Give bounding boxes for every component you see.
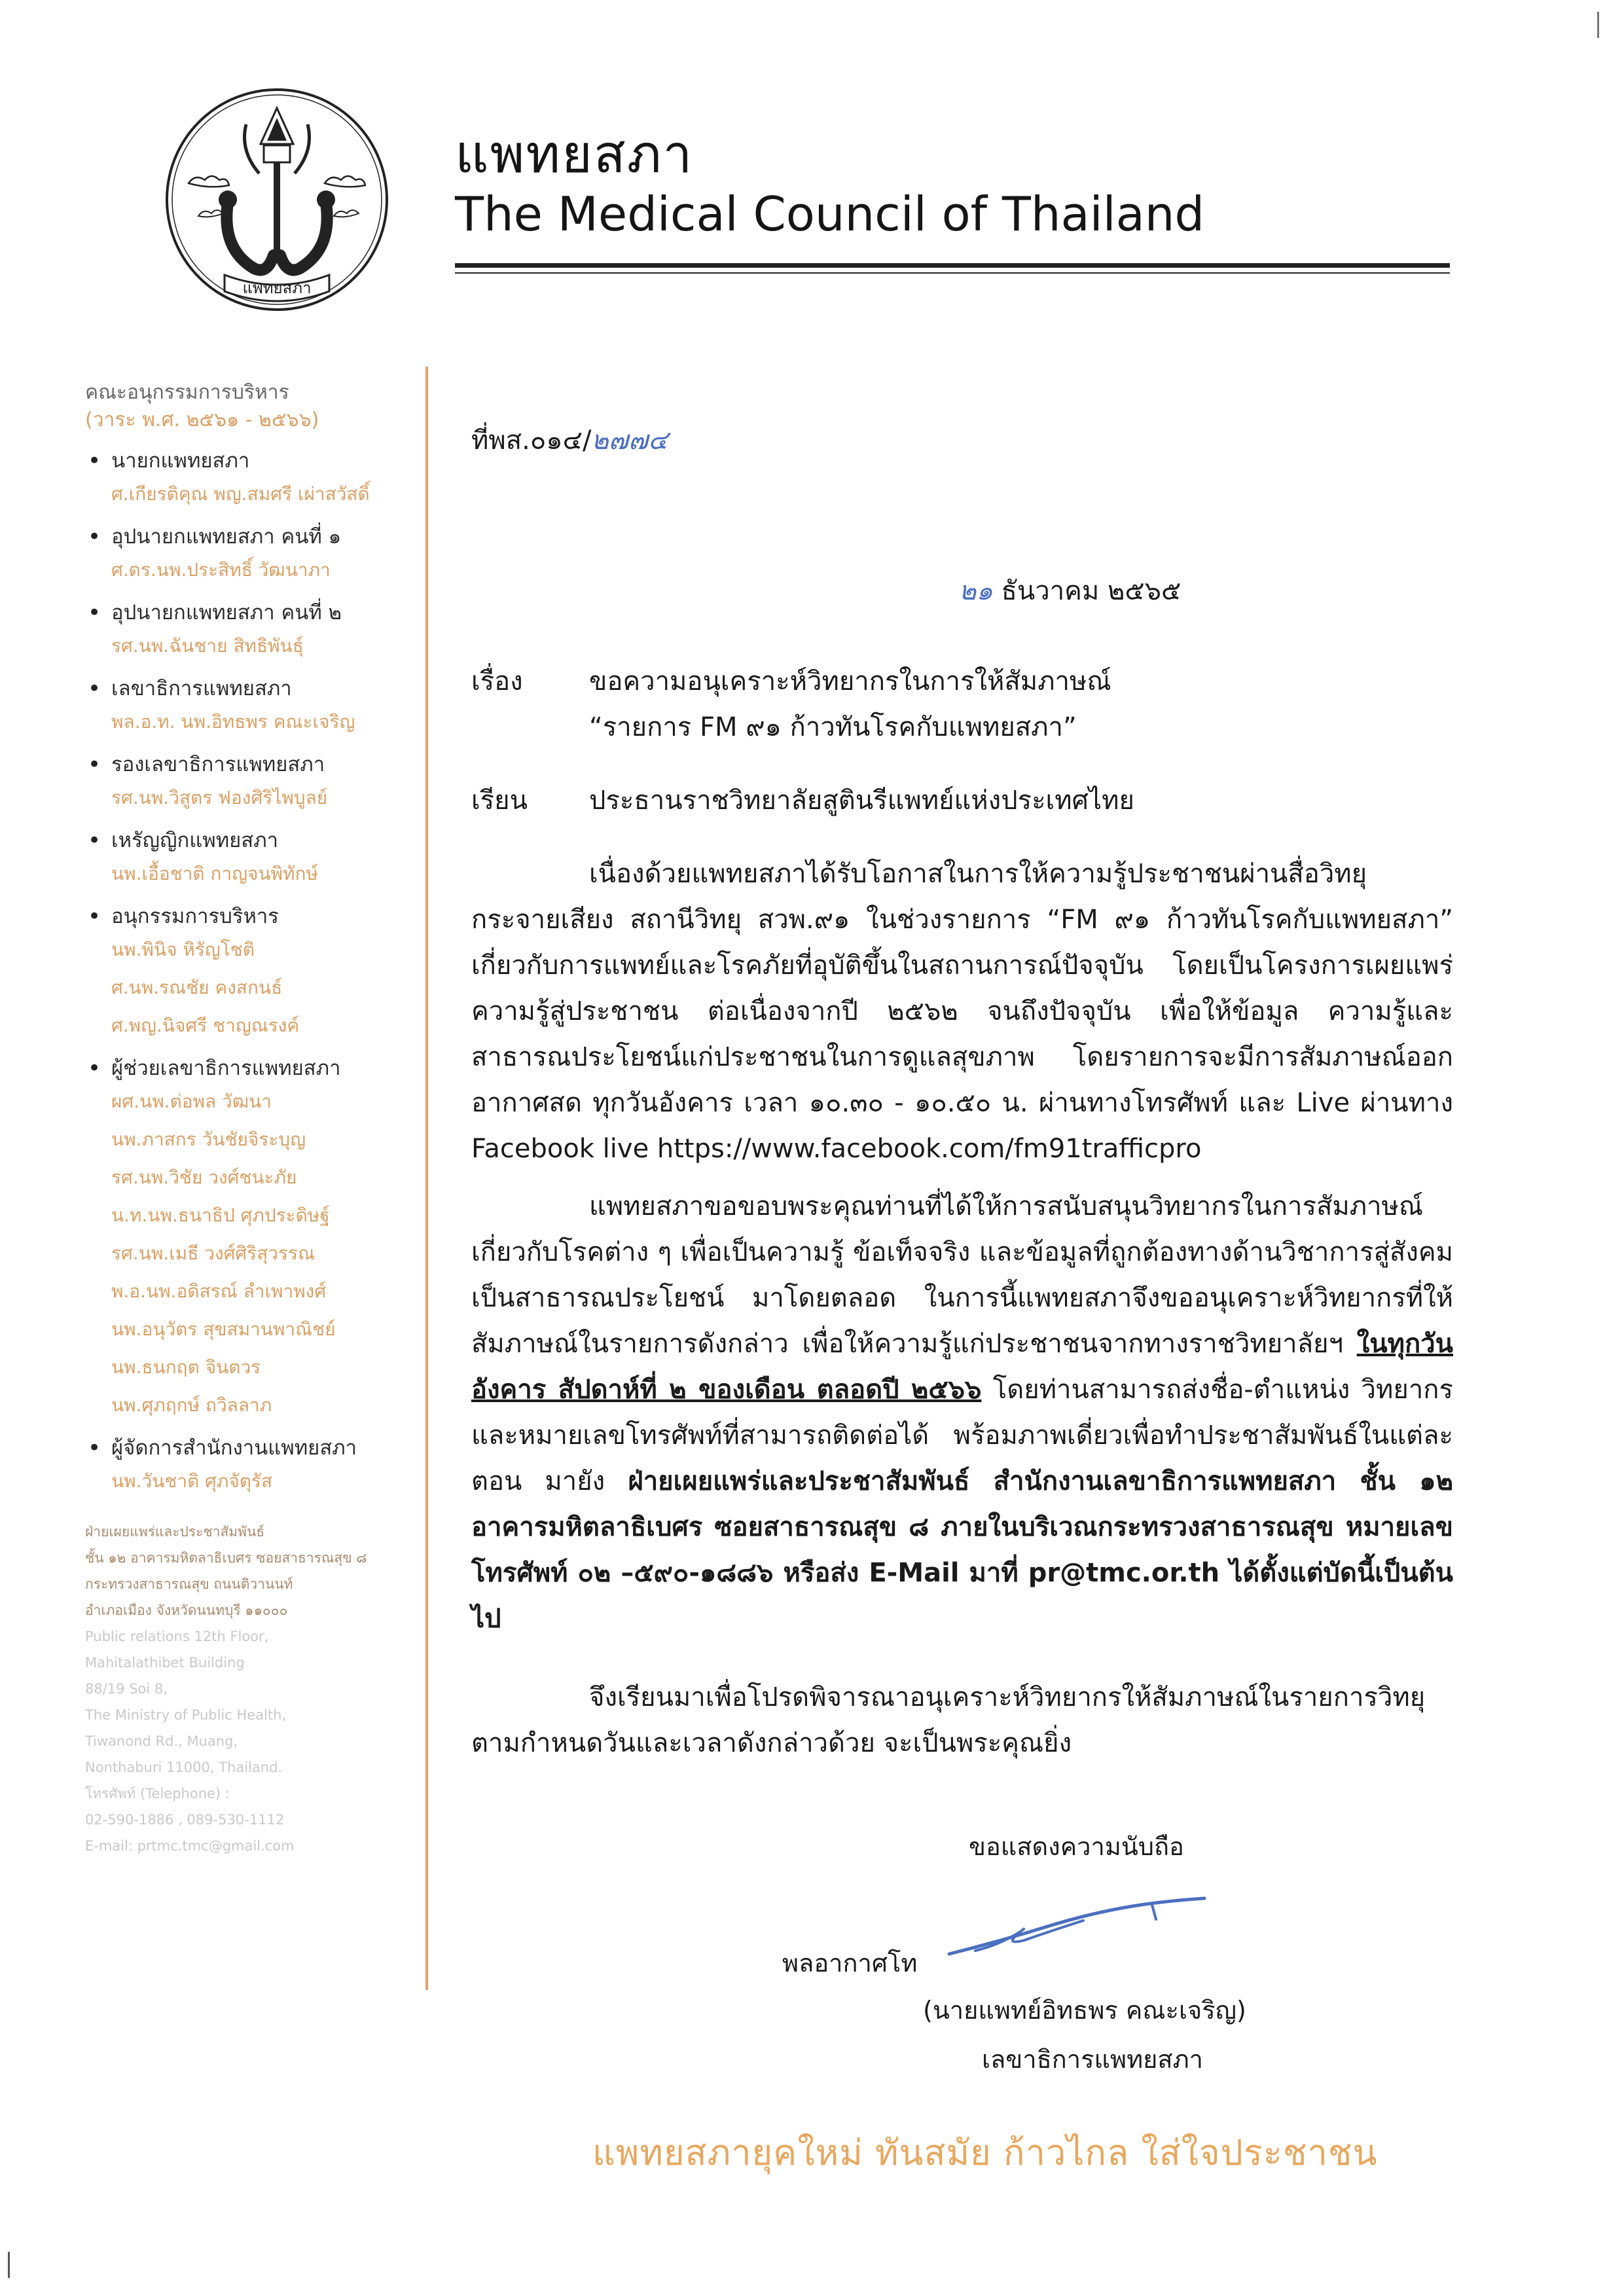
sidebar-group-title: • รองเลขาธิการแพทยสภา (85, 750, 425, 779)
scan-corner-mark (1597, 12, 1599, 38)
sidebar-group (85, 1434, 425, 1500)
closing-phrase: ขอแสดงความนับถือ (969, 1832, 1184, 1861)
sidebar-contact-line: The Ministry of Public Health, (85, 1707, 287, 1723)
subject-line-2: “รายการ FM ๙๑ ก้าวทันโรคกับแพทยสภา” (589, 712, 1077, 742)
reference-number (471, 419, 668, 461)
sidebar-group (85, 1054, 425, 1424)
scan-edge-mark (8, 2252, 10, 2278)
sidebar-contact-line: Tiwanond Rd., Muang, (85, 1733, 238, 1749)
reference-prefix: ที่พส.๐๑๔/ (471, 425, 592, 456)
sidebar-member-name: นพ.พินิจ หิรัญโชติ (111, 939, 255, 960)
sidebar-contact-line: กระทรวงสาธารณสุข ถนนติวานนท์ (85, 1576, 293, 1592)
sidebar-member-name: นพ.ภาสกร วันชัยจิระบุญ (111, 1129, 306, 1150)
sidebar-member-name: นพ.ศุภฤกษ์ ถวิลลาภ (111, 1394, 272, 1416)
sidebar-group-title: • ผู้จัดการสำนักงานแพทยสภา (85, 1434, 425, 1462)
sidebar-member-name: ศ.ดร.นพ.ประสิทธิ์ วัฒนาภา (111, 559, 331, 581)
sidebar-heading: คณะอนุกรรมการบริหาร (85, 381, 289, 404)
sidebar-divider (425, 367, 428, 1990)
paragraph-2-contact-bold: ฝ่ายเผยแพร่และประชาสัมพันธ์ สำนักงานเลขาธิการแพทยสภา ชั้น ๑๒ อาคารมหิตลาธิเบศร ซอยสาธารณสุข ๘ ภายในบริเวณกระทรวงสาธารณสุข หมายเลขโทรศัพท์ ๐๒ –๕๙๐-๑๘๘๖ หรือส่ง E-Mail มาที่ pr@tmc.or.th ได้ตั้งแต่บัดนี้เป็นต้นไป (471, 1466, 1453, 1634)
sidebar-member-name: น.ท.นพ.ธนาธิป ศุภประดิษฐ์ (111, 1204, 330, 1226)
sidebar-group (85, 446, 425, 513)
paragraph-2-schedule: ในทุกวันอังคาร สัปดาห์ที่ ๒ ของเดือน ตลอดปี ๒๕๖๖ (471, 1329, 1453, 1405)
seal-caption: แพทยสภา (242, 279, 312, 297)
sidebar-contact-line: ชั้น ๑๒ อาคารมหิตลาธิเบศร ซอยสาธารณสุข ๘ (85, 1550, 367, 1566)
sidebar-contact-line: Nonthaburi 11000, Thailand. (85, 1760, 283, 1775)
sidebar-contact-line: อำเภอเมือง จังหวัดนนทบุรี ๑๑๐๐๐ (85, 1602, 288, 1618)
paragraph-2-part-c: โดยท่านสามารถส่งชื่อ-ตำแหน่ง วิทยากรและหมายเลขโทรศัพท์ที่สามารถติดต่อได้ พร้อมภาพเดี่ยวเพื่อทำประชาสัมพันธ์ในแต่ละตอน มายัง (471, 1375, 1453, 1496)
sidebar-group (85, 902, 425, 1045)
org-name-english: The Medical Council of Thailand (455, 187, 1205, 242)
sidebar-groups (85, 446, 425, 1500)
sidebar-group (85, 598, 425, 665)
sidebar-group-title: • เหรัญญิกแพทยสภา (85, 826, 425, 855)
sidebar-term: (วาระ พ.ศ. ๒๕๖๑ - ๒๕๖๖) (85, 408, 319, 431)
sidebar-member-name: รศ.นพ.ฉันชาย สิทธิพันธุ์ (111, 635, 304, 657)
paragraph-2-part-a: แพทยสภาขอขอบพระคุณท่านที่ได้ให้การสนับสนุนวิทยากรในการสัมภาษณ์เกี่ยวกับโรคต่าง ๆ เพื่อเป็นความรู้ ข้อเท็จจริง และข้อมูลที่ถูกต้องทางด้านวิชาการสู่สังคมเป็นสาธารณประโยชน์ มาโดยตลอด ในการนี้แพทยสภาจึงขออนุเคราะห์วิทยากรที่ให้สัมภาษณ์ในรายการดังกล่าว เพื่อให้ความรู้แก่ประชาชนจากทางราชวิทยาลัยฯ (471, 1191, 1453, 1359)
sidebar-group-title: • อุปนายกแพทยสภา คนที่ ๒ (85, 598, 425, 627)
handwritten-signature (936, 1892, 1237, 1970)
subject-line-1: ขอความอนุเคราะห์วิทยากรในการให้สัมภาษณ์ (589, 666, 1111, 696)
signer-name: (นายแพทย์อิทธพร คณะเจริญ) (923, 1996, 1246, 2025)
sidebar-member-name: ศ.เกียรติคุณ พญ.สมศรี เผ่าสวัสดิ์ (111, 483, 370, 505)
medical-council-seal (162, 85, 391, 314)
sidebar-group-title: • นายกแพทยสภา (85, 446, 425, 475)
header-rule-thick (455, 263, 1450, 268)
recipient-label: เรียน (471, 786, 528, 816)
date-month-year: ธันวาคม ๒๕๖๕ (1001, 576, 1182, 606)
sidebar-contact-line: Public relations 12th Floor, (85, 1629, 269, 1644)
committee-sidebar (85, 380, 425, 1859)
header-rule-thin (455, 272, 1450, 274)
sidebar-contact-line: Mahitalathibet Building (85, 1655, 245, 1671)
sidebar-member-name: นพ.เอื้อชาติ กาญจนพิทักษ์ (111, 863, 318, 884)
sidebar-group (85, 750, 425, 817)
sidebar-group-title: • ผู้ช่วยเลขาธิการแพทยสภา (85, 1054, 425, 1083)
paragraph-1: เนื่องด้วยแพทยสภาได้รับโอกาสในการให้ความรู้ประชาชนผ่านสื่อวิทยุกระจายเสียง สถานีวิทยุ สวพ.๙๑ ในช่วงรายการ “FM ๙๑ ก้าวทันโรคกับแพทยสภา” เกี่ยวกับการแพทย์และโรคภัยที่อุบัติขึ้นในสถานการณ์ปัจจุบัน โดยเป็นโครงการเผยแพร่ความรู้สู่ประชาชน ต่อเนื่องจากปี ๒๕๖๒ จนถึงปัจจุบัน เพื่อให้ข้อมูล ความรู้และสาธารณประโยชน์แก่ประชาชนในการดูแลสุขภาพ โดยรายการจะมีการสัมภาษณ์ออกอากาศสด ทุกวันอังคาร เวลา ๑๐.๓๐ - ๑๐.๕๐ น. ผ่านทางโทรศัพท์ และ Live ผ่านทาง Facebook live https://www.facebook.com/fm91trafficpro (471, 859, 1453, 1164)
sidebar-group (85, 826, 425, 893)
sidebar-member-name: นพ.วันชาติ ศุภจัตุรัส (111, 1470, 273, 1492)
sidebar-group-title: • อนุกรรมการบริหาร (85, 902, 425, 931)
sidebar-member-name: พ.อ.นพ.อดิสรณ์ ลำเพาพงศ์ (111, 1280, 327, 1302)
subject-label: เรื่อง (471, 666, 523, 696)
sidebar-group-title: • เลขาธิการแพทยสภา (85, 674, 425, 703)
org-name-thai: แพทยสภา (455, 124, 694, 185)
sidebar-member-name: ศ.นพ.รณชัย คงสกนธ์ (111, 977, 283, 998)
sidebar-member-name: ผศ.นพ.ต่อพล วัฒนา (111, 1091, 272, 1112)
sidebar-group (85, 674, 425, 741)
sidebar-member-name: ศ.พญ.นิจศรี ชาญณรงค์ (111, 1015, 300, 1036)
sidebar-member-name: รศ.นพ.วิชัย วงศ์ชนะภัย (111, 1166, 297, 1188)
sidebar-contact-line: 02-590-1886 , 089-530-1112 (85, 1812, 285, 1828)
sidebar-member-name: รศ.นพ.เมธี วงศ์ศิริสุวรรณ (111, 1242, 316, 1264)
sidebar-contact-line: E-mail: prtmc.tmc@gmail.com (85, 1838, 295, 1854)
recipient-value: ประธานราชวิทยาลัยสูตินรีแพทย์แห่งประเทศไทย (589, 786, 1134, 816)
signer-position: เลขาธิการแพทยสภา (982, 2045, 1203, 2074)
sidebar-member-name: รศ.นพ.วิสูตร ฟองศิริไพบูลย์ (111, 787, 328, 808)
sidebar-contact-line: ฝ่ายเผยแพร่และประชาสัมพันธ์ (85, 1524, 265, 1540)
footer-slogan: แพทยสภายุคใหม่ ทันสมัย ก้าวไกล ใส่ใจประชาชน (592, 2132, 1378, 2173)
sidebar-group-title: • อุปนายกแพทยสภา คนที่ ๑ (85, 522, 425, 551)
sidebar-group (85, 522, 425, 589)
sidebar-contact-line: โทรศัพท์ (Telephone) : (85, 1786, 230, 1801)
date-day-handwritten: ๒๑ (959, 576, 993, 606)
sidebar-member-name: นพ.อนุวัตร สุขสมานพาณิชย์ (111, 1318, 336, 1340)
sidebar-contact-line: 88/19 Soi 8, (85, 1681, 168, 1697)
paragraph-2 (471, 1184, 1453, 1642)
letter-date (959, 569, 1181, 611)
sidebar-member-name: พล.อ.ท. นพ.อิทธพร คณะเจริญ (111, 711, 355, 732)
paragraph-3: จึงเรียนมาเพื่อโปรดพิจารณาอนุเคราะห์วิทยากรให้สัมภาษณ์ในรายการวิทยุตามกำหนดวันและเวลาดังกล่าวด้วย จะเป็นพระคุณยิ่ง (471, 1682, 1426, 1758)
sidebar-contact (85, 1519, 425, 1859)
reference-handwritten: ๒๗๗๔ (591, 425, 668, 456)
sidebar-member-name: นพ.ธนกฤต จินตวร (111, 1356, 261, 1378)
signer-rank: พลอากาศโท (782, 1949, 918, 1978)
